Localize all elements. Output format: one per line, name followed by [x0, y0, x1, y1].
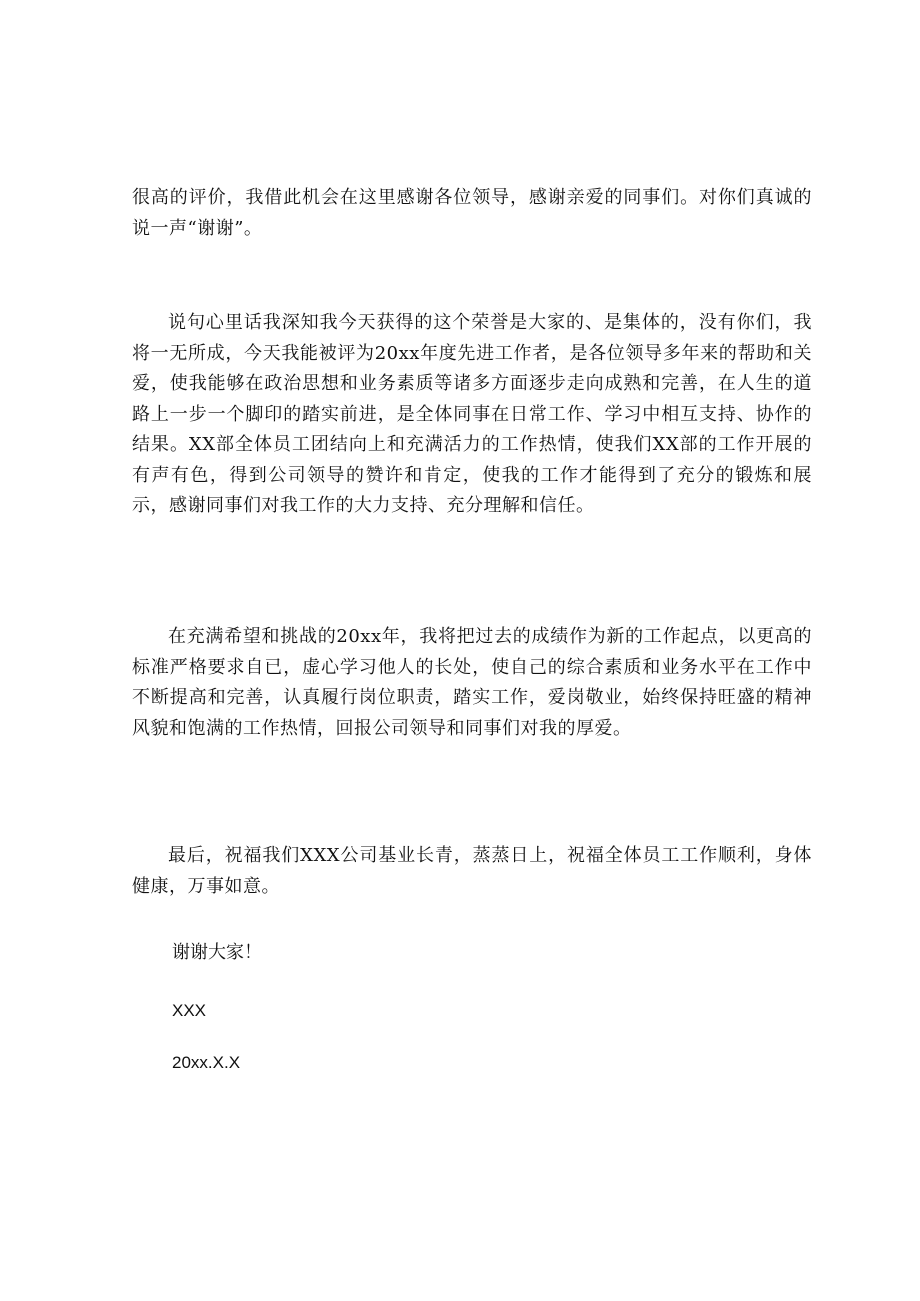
closing-thanks: 谢谢大家！: [172, 942, 262, 963]
paragraph-gratitude: 说句心里话我深知我今天获得的这个荣誉是大家的、是集体的，没有你们，我将一无所成，今天我能被评为20xx年度先进工作者，是各位领导多年来的帮助和关爱，使我能够在政治思想和业务素质等诸多方面逐步走向成熟和完善，在人生的道路上一步一个脚印的踏实前进，是全体同事在日常工作、学习中相互支持、协作的结果。XX部全体员工团结向上和充满活力的工作热情，使我们XX部的工作开展的有声有色，得到公司领导的赞许和肯定，使我的工作才能得到了充分的锻炼和展示，感谢同事们对我工作的大力支持、充分理解和信任。: [132, 312, 812, 516]
paragraph-wishes: 最后，祝福我们XXX公司基业长青，蒸蒸日上，祝福全体员工工作顺利，身体健康，万事如意。: [132, 845, 812, 897]
signer-name: XXX: [172, 1001, 207, 1020]
paragraph-continuation: 很高的评价，我借此机会在这里感谢各位领导，感谢亲爱的同事们。对你们真诚的说一声“谢谢”。: [132, 187, 812, 239]
signature-date: 20xx.X.X: [172, 1053, 241, 1072]
paragraph-future-plans: 在充满希望和挑战的20xx年，我将把过去的成绩作为新的工作起点，以更高的标准严格要求自已，虚心学习他人的长处，使自己的综合素质和业务水平在工作中不断提高和完善，认真履行岗位职责，踏实工作，爱岗敬业，始终保持旺盛的精神风貌和饱满的工作热情，回报公司领导和同事们对我的厚爱。: [132, 626, 812, 739]
